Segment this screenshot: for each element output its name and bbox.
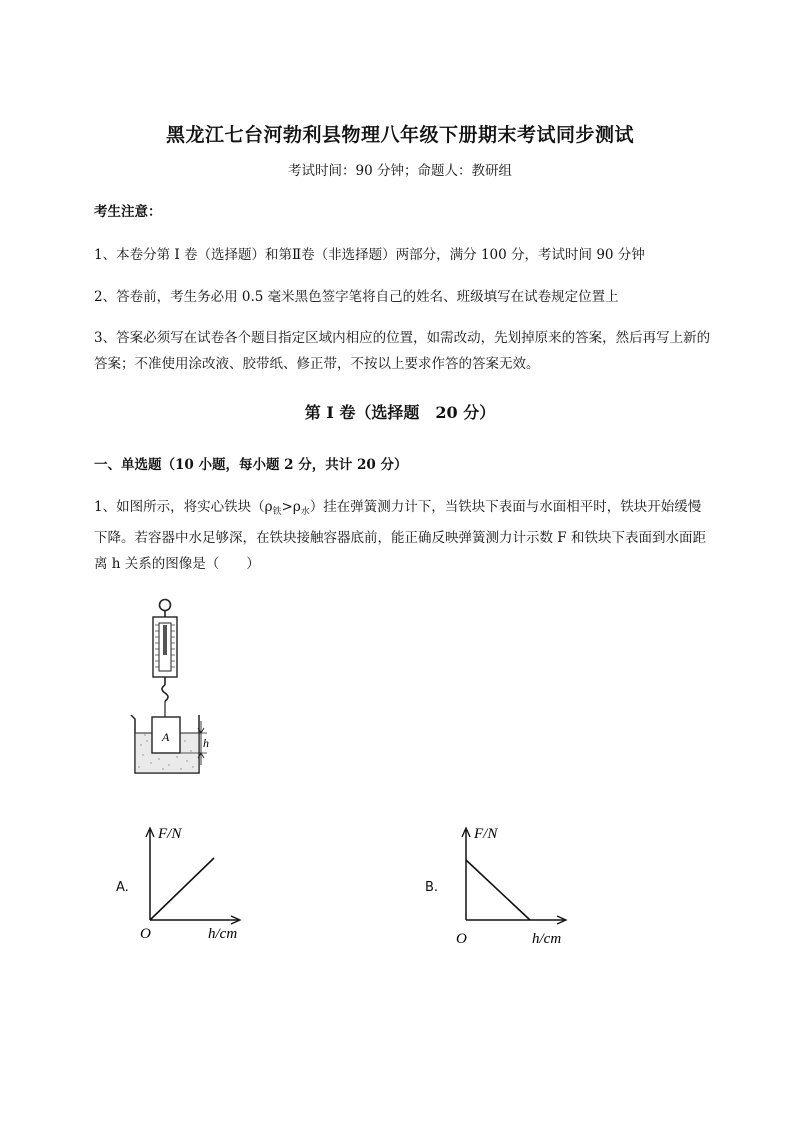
- question-1-text-c: ）挂在弹簧测力计下，当铁块下表面与水面相平时，铁块开始缓慢下降。若容器中水足够深，在铁块接触容器底前，能正确反映弹簧测力计示数 F 和铁块下表面到水面距离 h 关系的图像是（ ）: [94, 499, 706, 572]
- document-subtitle: 考试时间：90 分钟；命题人：教研组: [288, 163, 512, 179]
- option-a-graph[interactable]: [138, 822, 258, 947]
- subscript-iron: 铁: [272, 507, 282, 517]
- block-label: A: [162, 730, 170, 744]
- spring-scale-figure: [125, 595, 225, 780]
- subscript-water: 水: [300, 507, 310, 517]
- document-title: 黑龙江七台河勃利县物理八年级下册期末考试同步测试: [165, 124, 634, 146]
- option-b-origin-label: O: [456, 931, 467, 947]
- depth-label: h: [203, 736, 209, 750]
- part-heading: 一、单选题（10 小题，每小题 2 分，共计 20 分）: [94, 457, 408, 473]
- section-title: 第 I 卷（选择题 20 分）: [304, 403, 496, 422]
- question-1-text: [94, 494, 714, 577]
- notice-heading: 考生注意：: [94, 204, 162, 220]
- notice-item-3: 3、答案必须写在试卷各个题目指定区域内相应的位置，如需改动，先划掉原来的答案，然后再写上新的答案；不准使用涂改液、胶带纸、修正带，不按以上要求作答的答案无效。: [94, 330, 711, 372]
- question-1-text-a: 1、如图所示，将实心铁块（ρ: [94, 499, 273, 515]
- option-b-letter: B.: [425, 880, 439, 895]
- option-a-y-axis-label: F/N: [158, 826, 182, 842]
- notice-item-1: 1、本卷分第 I 卷（选择题）和第Ⅱ卷（非选择题）两部分，满分 100 分，考试时间 90 分钟: [94, 247, 645, 263]
- option-a-line: [150, 858, 214, 920]
- option-b-graph[interactable]: [454, 822, 584, 947]
- notice-item-2: 2、答卷前，考生务必用 0.5 毫米黑色签字笔将自己的姓名、班级填写在试卷规定位置上: [94, 289, 619, 305]
- option-a-origin-label: O: [140, 926, 151, 942]
- option-b-x-axis-label: h/cm: [532, 931, 562, 947]
- question-1-text-b: >ρ: [281, 499, 301, 515]
- option-b-y-axis-label: F/N: [474, 826, 498, 842]
- option-a-x-axis-label: h/cm: [208, 926, 238, 942]
- option-a-letter: A.: [116, 880, 129, 895]
- option-b-line: [466, 860, 530, 920]
